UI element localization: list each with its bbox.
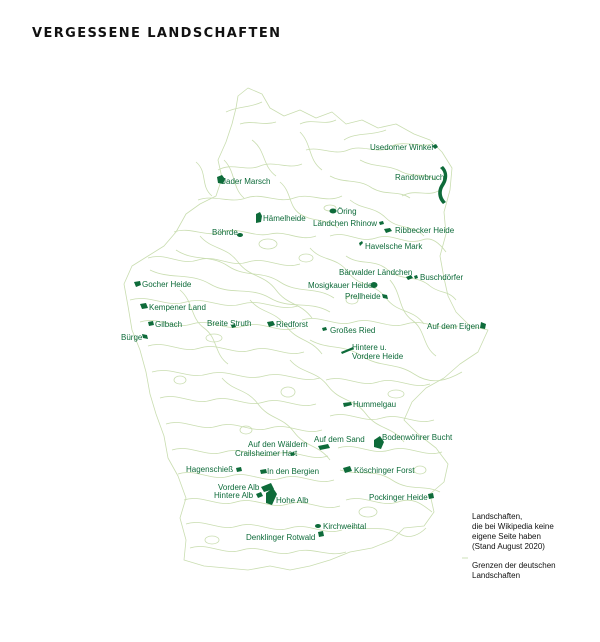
- region-buschdoerfer: [414, 275, 418, 279]
- region-hintere-alb: [256, 492, 263, 498]
- legend-landscapes-line: (Stand August 2020): [472, 542, 545, 551]
- place-label: Mosigkauer Heide: [308, 281, 373, 290]
- region-haemelheide: [256, 212, 262, 223]
- region-grosses-ried: [322, 327, 327, 331]
- place-label: Havelsche Mark: [365, 242, 423, 251]
- region-buerge: [142, 334, 148, 339]
- place-label: Hämelheide: [263, 214, 306, 223]
- map-title: VERGESSENE LANDSCHAFTEN: [32, 26, 282, 41]
- place-label: Kirchweihtal: [323, 522, 367, 531]
- place-label: Öring: [337, 207, 357, 216]
- place-label: Köschinger Forst: [354, 466, 415, 475]
- legend-landscapes-line: die bei Wikipedia keine: [472, 522, 554, 531]
- place-label: Auf dem Eigen: [427, 322, 480, 331]
- legend-landscapes-line: eigene Seite haben: [472, 532, 541, 541]
- region-havelsche-mark: [359, 241, 363, 246]
- region-hummelgau: [343, 402, 352, 407]
- place-label: Usedomer Winkel: [370, 143, 434, 152]
- place-label: Böhrde: [212, 228, 238, 237]
- region-oering: [330, 209, 337, 214]
- place-label: Buschdörfer: [420, 273, 464, 282]
- region-kirchweihtal: [315, 524, 321, 528]
- region-hagenschiess: [236, 467, 242, 472]
- place-label: Kempener Land: [149, 303, 206, 312]
- place-label: Auf dem Sand: [314, 435, 365, 444]
- place-label: Ländchen Rhinow: [313, 219, 378, 228]
- place-label: Hummelgau: [353, 400, 397, 409]
- place-label: Riedforst: [276, 320, 309, 329]
- place-label: Auf den Wäldern: [248, 440, 308, 449]
- region-auf-dem-sand: [318, 444, 330, 450]
- place-label: Prellheide: [345, 292, 381, 301]
- region-ribbecker-heide: [384, 228, 392, 233]
- place-label: Gocher Heide: [142, 280, 192, 289]
- region-prellheide: [382, 294, 388, 299]
- legend-landscapes-line: Landschaften,: [472, 512, 523, 521]
- place-label: Randowbruch: [395, 173, 445, 182]
- place-label: Crailsheimer Hart: [235, 449, 298, 458]
- region-gilbach: [148, 321, 154, 326]
- place-label: Bärwalder Ländchen: [339, 268, 413, 277]
- region-gocher-heide: [134, 281, 141, 287]
- place-label: Ribbecker Heide: [395, 226, 455, 235]
- place-label: In den Bergien: [267, 467, 320, 476]
- legend-borders-line: Landschaften: [472, 571, 521, 580]
- region-in-den-bergien: [260, 469, 267, 474]
- region-auf-dem-eigen: [480, 322, 486, 329]
- place-label: Hintere Alb: [214, 491, 254, 500]
- legend-landscapes: [472, 512, 592, 552]
- legend-borders: [472, 561, 592, 581]
- place-label: Vordere Alb: [218, 483, 260, 492]
- place-label: Gilbach: [155, 320, 183, 329]
- place-label: Hohe Alb: [276, 496, 309, 505]
- place-label: Hagenschieß: [186, 465, 234, 474]
- place-label: Denklinger Rotwald: [246, 533, 316, 542]
- region-boehrde: [237, 233, 243, 237]
- place-label: Bürge: [121, 333, 143, 342]
- place-label: Bodenwöhrer Bucht: [382, 433, 453, 442]
- region-pockinger-heide: [428, 493, 434, 499]
- region-randowbruch: [438, 166, 447, 204]
- place-label: Hintere u. Vordere Heide: [352, 343, 404, 361]
- place-label: Breite Struth: [207, 319, 252, 328]
- forgotten-landscape-regions: [134, 144, 486, 537]
- region-denklinger-rotwald: [318, 531, 324, 537]
- region-laendchen-rhinow: [379, 221, 384, 225]
- legend-borders-line: Grenzen der deutschen: [472, 561, 556, 570]
- region-kempener-land: [140, 303, 148, 309]
- place-label: Jader Marsch: [222, 177, 271, 186]
- region-riedforst: [267, 321, 275, 327]
- place-label: Großes Ried: [330, 326, 376, 335]
- legend: [472, 512, 592, 590]
- place-label: Pockinger Heide: [369, 493, 428, 502]
